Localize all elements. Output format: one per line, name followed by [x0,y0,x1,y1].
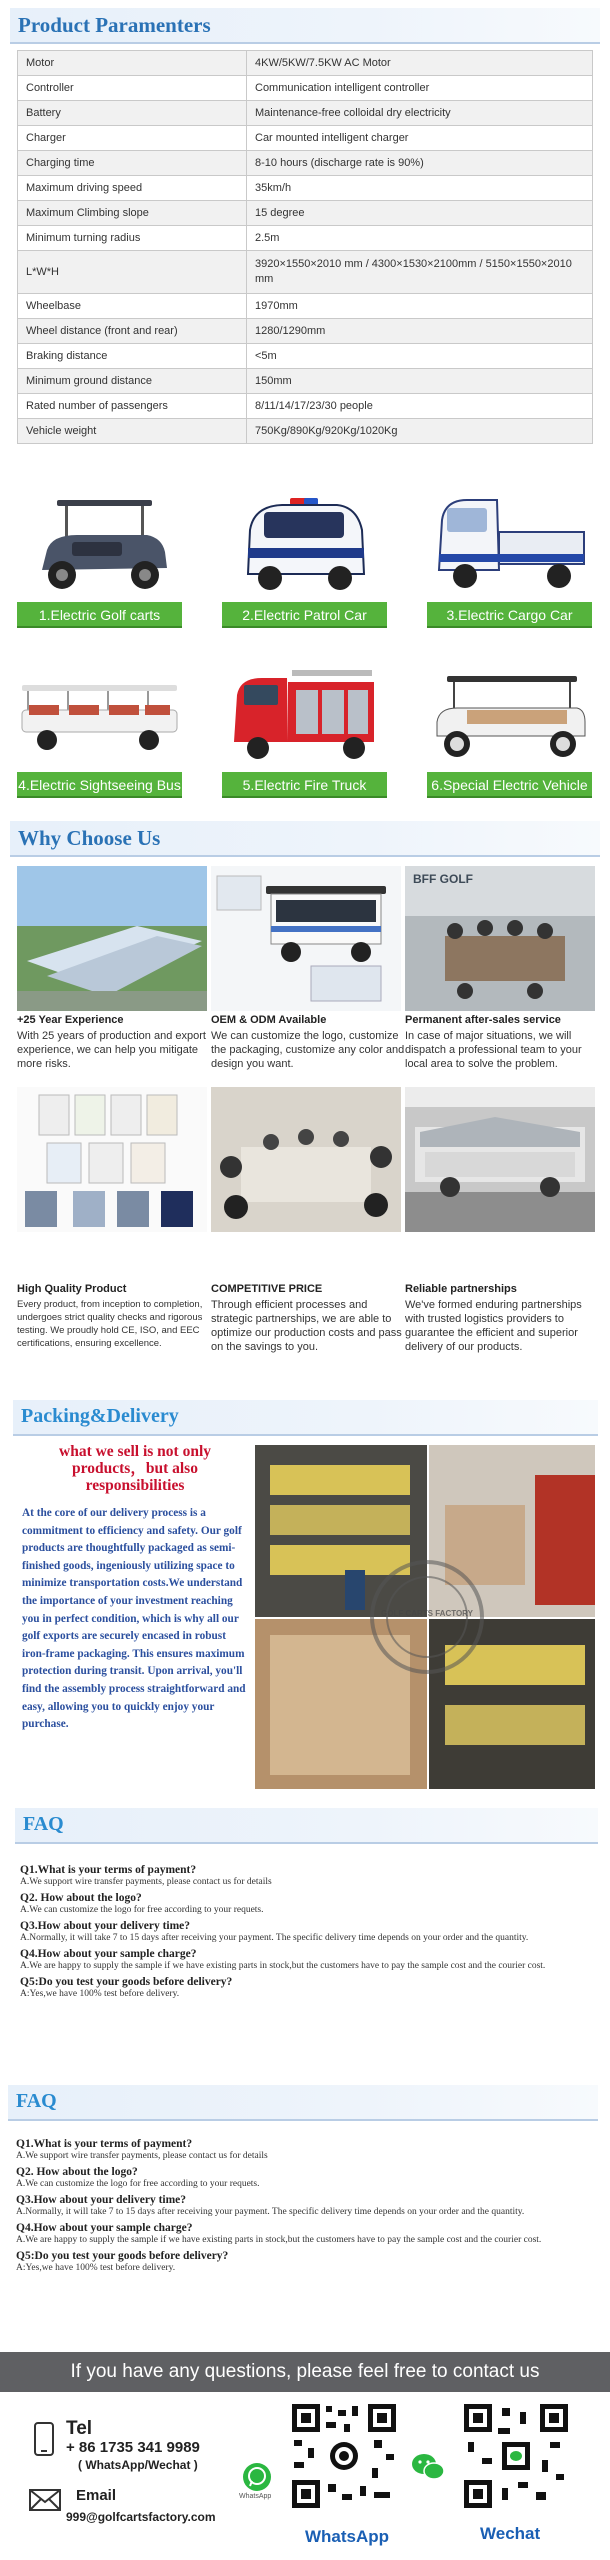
faq-answer: A:Yes,we have 100% test before delivery. [16,2263,176,2273]
table-row [18,176,593,201]
email-label: Email [76,2487,117,2504]
table-row [18,76,593,101]
table-row [18,419,593,444]
faq-title: FAQ [16,2090,57,2112]
tel-label: Tel [66,2418,93,2439]
param-key: Maximum driving speed [18,176,247,201]
table-row [18,151,593,176]
params-title: Product Paramenters [18,13,211,37]
why-item-title: Permanent after-sales service [405,1014,561,1026]
why-item-text: Through efficient processes and strategic partnerships, we are able to optimize our production costs and pass on the savings to you. [211,1299,402,1353]
params-table [17,50,593,444]
param-key: Charging time [18,151,247,176]
tel-number[interactable]: + 86 1735 341 9989 [66,2439,200,2456]
table-row [18,51,593,76]
param-value: 4KW/5KW/7.5KW AC Motor [247,51,593,76]
table-row [18,201,593,226]
why-item-title: COMPETITIVE PRICE [211,1283,323,1295]
param-value: 1970mm [247,294,593,319]
faq-question: Q4.How about your sample charge? [20,1948,197,1960]
why-item-text: In case of major situations, we will dispatch a professional team to your local area to solve the problem. [405,1030,582,1070]
wechat-qr-code [462,2402,570,2510]
faq-question: Q5:Do you test your goods before delivery? [16,2250,229,2262]
factory-photo [17,866,207,1011]
whatsapp-small-label: WhatsApp [239,2493,272,2500]
faq-answer: A.We support wire transfer payments, please contact us for details [16,2151,268,2161]
why-item-experience [17,1014,212,1071]
whatsapp-icon[interactable] [242,2462,272,2492]
param-key: Charger [18,126,247,151]
param-value: Communication intelligent controller [247,76,593,101]
partners-photo [211,1087,401,1232]
why-title: Why Choose Us [18,826,161,850]
cargo-car-image [427,490,592,600]
certificates-photo [17,1087,207,1232]
why-item-title: +25 Year Experience [17,1014,124,1026]
param-key: Motor [18,51,247,76]
param-value: Car mounted intelligent charger [247,126,593,151]
faq-question: Q2. How about the logo? [20,1892,142,1904]
faq-answer: A.Normally, it will take 7 to 15 days after receiving your payment. The specific delivery time depends on your order and the quantity. [20,1933,529,1943]
faq-question: Q5:Do you test your goods before delivery? [20,1976,233,1988]
param-key: Controller [18,76,247,101]
table-row [18,294,593,319]
faq-question: Q3.How about your delivery time? [16,2194,187,2206]
product-card-golf-cart[interactable] [17,490,182,630]
email-icon [28,2488,62,2512]
product-label: 6.Special Electric Vehicle [427,772,592,798]
param-key: Minimum turning radius [18,226,247,251]
param-value: 8/11/14/17/23/30 people [247,394,593,419]
whatsapp-label[interactable]: WhatsApp [305,2527,390,2546]
faq-title: FAQ [23,1813,64,1835]
param-value: 750Kg/890Kg/920Kg/1020Kg [247,419,593,444]
param-value: 1280/1290mm [247,319,593,344]
faq-question: Q1.What is your terms of payment? [16,2138,193,2150]
product-label: 2.Electric Patrol Car [222,602,387,628]
faq-question: Q2. How about the logo? [16,2166,138,2178]
table-row [18,344,593,369]
param-key: Braking distance [18,344,247,369]
params-header [10,8,600,44]
packing-header [13,1400,598,1436]
product-label: 1.Electric Golf carts [17,602,182,628]
table-row [18,226,593,251]
special-vehicle-image [427,660,592,770]
logistics-photo [405,1087,595,1232]
faq-answer: A.We are happy to supply the sample if we have existing parts in stock,but the customers have to pay the sample cost and the courier cost. [16,2235,542,2245]
product-card-patrol-car[interactable] [222,490,387,630]
param-key: Battery [18,101,247,126]
packing-photos [255,1445,595,1789]
faq-question: Q1.What is your terms of payment? [20,1864,197,1876]
why-item-oem [211,1014,406,1071]
whatsapp-qr-code [290,2402,398,2510]
faq-answer: A.We can customize the logo for free according to your requets. [20,1905,264,1915]
why-item-text: Every product, from inception to completion, undergoes strict quality checks and rigorous testing. We proudly hold CE, ISO, and EEC certifications, ensuring excellence. [17,1299,203,1349]
wechat-label[interactable]: Wechat [480,2524,541,2543]
why-item-price [211,1283,406,1354]
contact-banner-text: If you have any questions, please feel free to contact us [70,2361,540,2382]
why-item-title: High Quality Product [17,1283,127,1295]
wechat-icon[interactable] [410,2452,446,2482]
faq-header [15,1808,598,1844]
why-item-title: OEM & ODM Available [211,1014,327,1026]
faq-question: Q4.How about your sample charge? [16,2222,193,2234]
email-address[interactable]: 999@golfcartsfactory.com [66,2510,216,2524]
product-label: 3.Electric Cargo Car [427,602,592,628]
faq-answer: A.We can customize the logo for free according to your requets. [16,2179,260,2189]
param-key: Maximum Climbing slope [18,201,247,226]
why-header [10,821,600,857]
param-value: 150mm [247,369,593,394]
why-item-partnerships [405,1283,600,1354]
tel-note: ( WhatsApp/Wechat ) [78,2458,198,2472]
patrol-car-image [222,490,387,600]
watermark-text: GOLF CARTS FACTORY [381,1609,473,1618]
why-item-title: Reliable partnerships [405,1283,517,1295]
faq-answer: A:Yes,we have 100% test before delivery. [20,1989,180,1999]
param-value: 2.5m [247,226,593,251]
param-value: 3920×1550×2010 mm / 4300×1530×2100mm / 5150×1550×2010 mm [247,251,593,294]
faq-header-repeat [8,2085,598,2121]
why-item-quality [17,1283,212,1350]
phone-icon [30,2421,58,2457]
param-value: Maintenance-free colloidal dry electricity [247,101,593,126]
faq-answer: A.We support wire transfer payments, please contact us for details [20,1877,272,1887]
packing-tagline: what we sell is not only products，but also responsibilities [59,1443,211,1494]
table-row [18,319,593,344]
param-key: Wheelbase [18,294,247,319]
why-item-text: We can customize the logo, customize the packaging, customize any color and design you want. [211,1030,405,1070]
table-row [18,101,593,126]
product-card-sightseeing-bus[interactable] [17,660,182,800]
why-item-after-sales [405,1014,600,1071]
param-value: 8-10 hours (discharge rate is 90%) [247,151,593,176]
sightseeing-bus-image [17,660,182,770]
param-value: 15 degree [247,201,593,226]
param-value: 35km/h [247,176,593,201]
product-label: 5.Electric Fire Truck [222,772,387,798]
product-card-special-vehicle[interactable] [427,660,592,800]
table-row [18,394,593,419]
packing-title: Packing&Delivery [21,1405,179,1427]
param-key: L*W*H [18,251,247,294]
golf-cart-image [17,490,182,600]
why-item-text: We've formed enduring partnerships with trusted logistics providers to guarantee the efficient and superior delivery of our products. [405,1299,582,1353]
faq-question: Q3.How about your delivery time? [20,1920,191,1932]
param-key: Rated number of passengers [18,394,247,419]
bff-golf-logo: BFF GOLF [413,872,473,886]
meeting-photo [405,866,595,1011]
product-label: 4.Electric Sightseeing Bus [17,772,182,798]
oem-photo [211,866,401,1011]
faq-list-repeat [16,2136,591,2278]
product-card-fire-truck[interactable] [222,660,387,800]
contact-banner [0,2352,610,2392]
param-key: Minimum ground distance [18,369,247,394]
fire-truck-image [222,660,387,770]
table-row [18,126,593,151]
param-key: Vehicle weight [18,419,247,444]
faq-answer: A.Normally, it will take 7 to 15 days after receiving your payment. The specific delivery time depends on your order and the quantity. [16,2207,525,2217]
product-card-cargo-car[interactable] [427,490,592,630]
param-key: Wheel distance (front and rear) [18,319,247,344]
param-value: <5m [247,344,593,369]
packing-text: At the core of our delivery process is a commitment to efficiency and safety. Our golf products are thoughtfully packaged as semi-finished goods, ingeniously utilizing space to minimize transportation costs.We understand the importance of your investment reaching you in perfect condition, which is why all our golf exports are securely encased in robust iron-frame packaging. This ensures maximum protection during transit. Upon arrival, you'll find the assembly process straightforward and easy, allowing you to quickly enjoy your purchase. [22,1507,246,1731]
table-row [18,369,593,394]
faq-list [20,1862,595,2004]
table-row [18,251,593,294]
why-item-text: With 25 years of production and export experience, we can help you mitigate more risks. [17,1030,206,1070]
faq-answer: A.We are happy to supply the sample if we have existing parts in stock,but the customers have to pay the sample cost and the courier cost. [20,1961,546,1971]
